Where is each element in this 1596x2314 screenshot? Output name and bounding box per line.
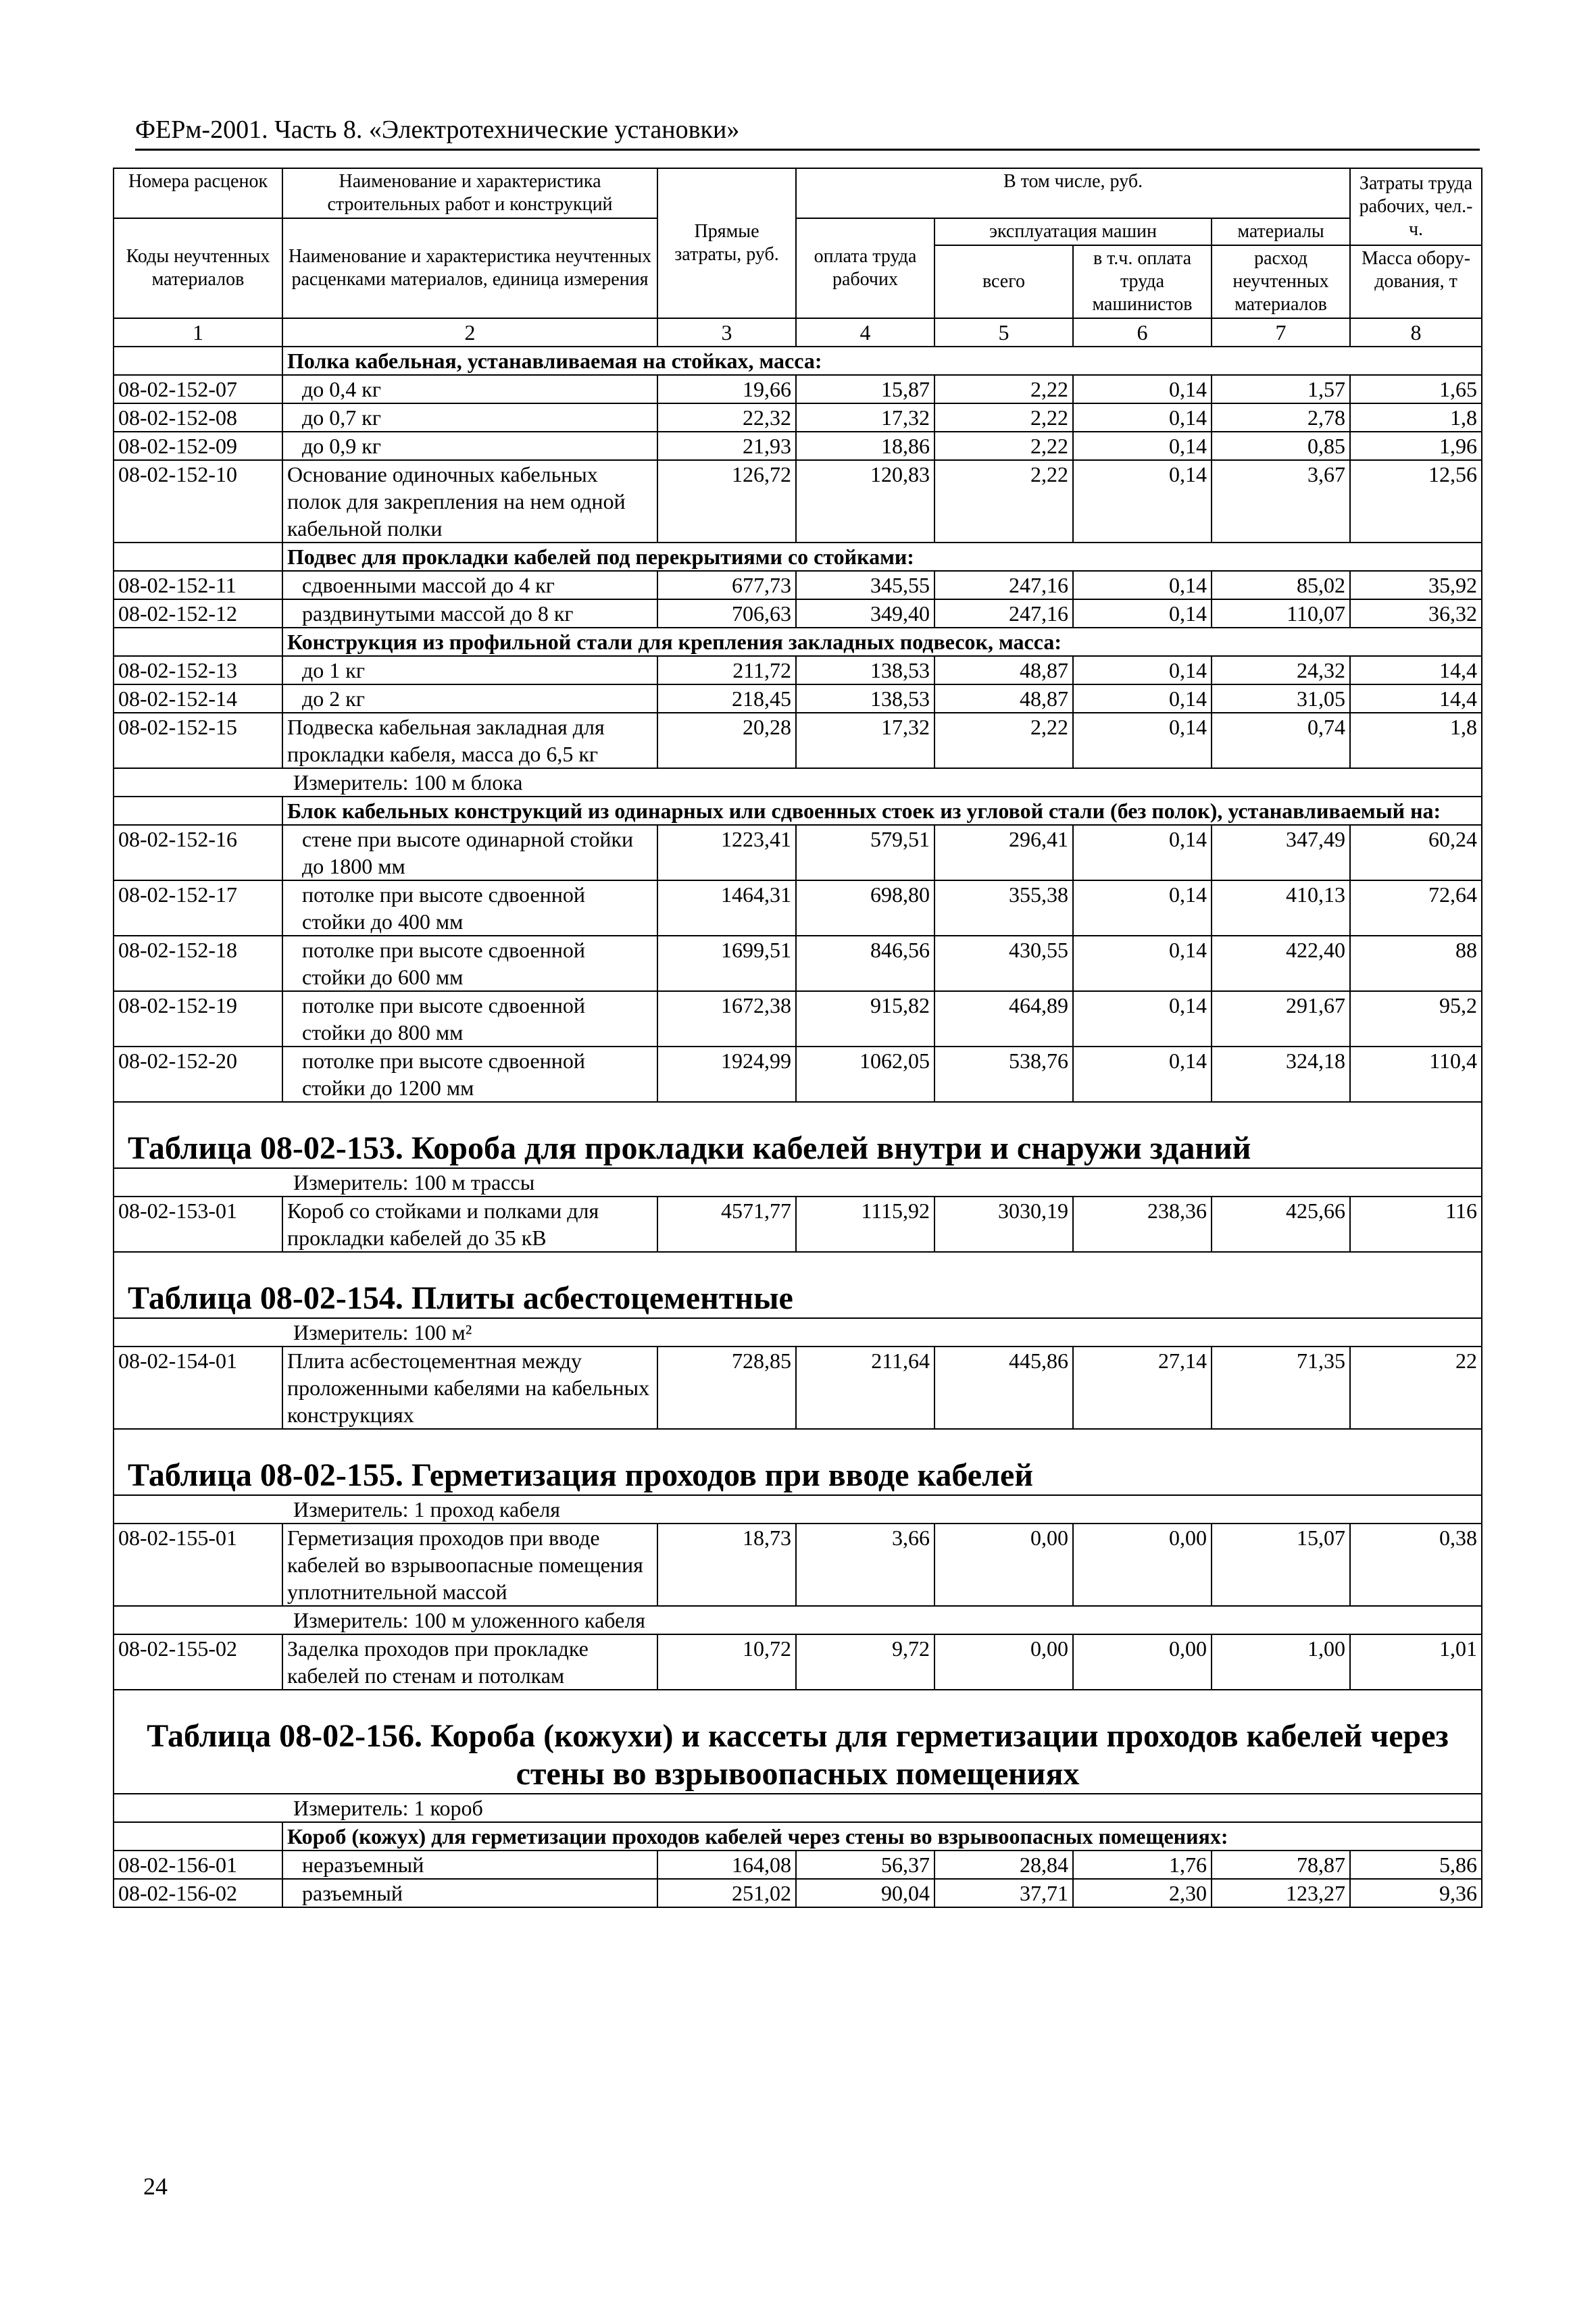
row-name: стене при высоте одинарной стойки до 1800 мм — [282, 825, 657, 880]
header-c5: всего — [934, 245, 1073, 318]
table-row — [114, 460, 1482, 543]
row-value: 0,14 — [1073, 403, 1212, 432]
row-code: 08-02-152-07 — [114, 375, 282, 403]
row-value: 48,87 — [934, 684, 1073, 713]
measure-unit: Измеритель: 1 короб — [114, 1794, 1482, 1822]
row-value: 21,93 — [657, 432, 796, 460]
table-header-row — [114, 168, 1482, 218]
row-code: 08-02-152-08 — [114, 403, 282, 432]
row-code: 08-02-152-16 — [114, 825, 282, 880]
row-code: 08-02-152-14 — [114, 684, 282, 713]
header-c6: в т.ч. оплата труда машинистов — [1073, 245, 1212, 318]
row-value: 677,73 — [657, 571, 796, 599]
table-row — [114, 656, 1482, 684]
measure-unit: Измеритель: 100 м блока — [114, 768, 1482, 797]
row-value: 22 — [1350, 1347, 1482, 1429]
row-value: 247,16 — [934, 599, 1073, 628]
row-value: 430,55 — [934, 936, 1073, 991]
row-value: 85,02 — [1212, 571, 1350, 599]
row-name: до 0,4 кг — [282, 375, 657, 403]
row-value: 422,40 — [1212, 936, 1350, 991]
row-value: 728,85 — [657, 1347, 796, 1429]
table-row — [114, 713, 1482, 768]
table-row — [114, 1634, 1482, 1690]
row-value: 0,14 — [1073, 880, 1212, 936]
row-value: 211,64 — [796, 1347, 934, 1429]
table-row — [114, 936, 1482, 991]
row-value: 324,18 — [1212, 1047, 1350, 1102]
table-row — [114, 1879, 1482, 1907]
row-value: 78,87 — [1212, 1851, 1350, 1879]
row-code: 08-02-156-01 — [114, 1851, 282, 1879]
section-heading: Подвес для прокладки кабелей под перекрытиями со стойками: — [282, 543, 1482, 571]
row-value: 410,13 — [1212, 880, 1350, 936]
row-value: 211,72 — [657, 656, 796, 684]
row-value: 1,00 — [1212, 1634, 1350, 1690]
row-value: 2,22 — [934, 403, 1073, 432]
row-value: 10,72 — [657, 1634, 796, 1690]
row-value: 35,92 — [1350, 571, 1482, 599]
row-value: 0,00 — [934, 1634, 1073, 1690]
row-value: 0,00 — [934, 1524, 1073, 1606]
header-c1b: Коды неучтенных материалов — [114, 218, 282, 318]
section-heading: Короб (кожух) для герметизации проходов кабелей через стены во взрывоопасных помещениях: — [282, 1822, 1482, 1851]
row-value: 15,07 — [1212, 1524, 1350, 1606]
row-value: 218,45 — [657, 684, 796, 713]
row-value: 2,30 — [1073, 1879, 1212, 1907]
row-value: 1115,92 — [796, 1197, 934, 1252]
row-code: 08-02-152-15 — [114, 713, 282, 768]
row-value: 2,22 — [934, 460, 1073, 543]
table-title: Таблица 08-02-155. Герметизация проходов при вводе кабелей — [114, 1429, 1482, 1495]
row-value: 0,00 — [1073, 1524, 1212, 1606]
row-value: 24,32 — [1212, 656, 1350, 684]
row-value: 2,22 — [934, 713, 1073, 768]
row-value: 0,14 — [1073, 713, 1212, 768]
row-value: 116 — [1350, 1197, 1482, 1252]
row-value: 18,86 — [796, 432, 934, 460]
row-value: 247,16 — [934, 571, 1073, 599]
row-value: 22,32 — [657, 403, 796, 432]
row-value: 1223,41 — [657, 825, 796, 880]
measure-unit: Измеритель: 100 м уложенного кабеля — [114, 1606, 1482, 1634]
table-row — [114, 1524, 1482, 1606]
row-value: 48,87 — [934, 656, 1073, 684]
row-value: 355,38 — [934, 880, 1073, 936]
header-c7: расход неучтенных материалов — [1212, 245, 1350, 318]
row-value: 0,14 — [1073, 432, 1212, 460]
row-code: 08-02-152-13 — [114, 656, 282, 684]
col-number: 2 — [282, 318, 657, 347]
row-name: Плита асбестоцементная между проложенными кабелями на кабельных конструкциях — [282, 1347, 657, 1429]
header-c2b: Наименование и характеристика неучтенных расценками материалов, единица измерения — [282, 218, 657, 318]
row-value: 0,00 — [1073, 1634, 1212, 1690]
row-value: 20,28 — [657, 713, 796, 768]
row-name: Подвеска кабельная закладная для прокладки кабеля, масса до 6,5 кг — [282, 713, 657, 768]
table-row — [114, 684, 1482, 713]
row-value: 95,2 — [1350, 991, 1482, 1047]
row-value: 1464,31 — [657, 880, 796, 936]
row-code: 08-02-153-01 — [114, 1197, 282, 1252]
row-value: 14,4 — [1350, 656, 1482, 684]
row-value: 698,80 — [796, 880, 934, 936]
row-value: 846,56 — [796, 936, 934, 991]
row-value: 37,71 — [934, 1879, 1073, 1907]
row-value: 1062,05 — [796, 1047, 934, 1102]
table-title: Таблица 08-02-156. Короба (кожухи) и кассеты для герметизации проходов кабелей через стены во взрывоопасных помещениях — [114, 1690, 1482, 1794]
table-header-row — [114, 218, 1482, 245]
row-value: 19,66 — [657, 375, 796, 403]
row-code: 08-02-152-12 — [114, 599, 282, 628]
row-value: 1924,99 — [657, 1047, 796, 1102]
row-value: 296,41 — [934, 825, 1073, 880]
table-row — [114, 991, 1482, 1047]
row-name: Герметизация проходов при вводе кабелей во взрывоопасные помещения уплотнительной массой — [282, 1524, 657, 1606]
row-value: 0,14 — [1073, 375, 1212, 403]
table-title: Таблица 08-02-153. Короба для прокладки кабелей внутри и снаружи зданий — [114, 1102, 1482, 1168]
row-name: раздвинутыми массой до 8 кг — [282, 599, 657, 628]
row-value: 0,14 — [1073, 825, 1212, 880]
row-value: 0,14 — [1073, 1047, 1212, 1102]
row-value: 31,05 — [1212, 684, 1350, 713]
row-value: 0,85 — [1212, 432, 1350, 460]
row-value: 1,57 — [1212, 375, 1350, 403]
row-value: 72,64 — [1350, 880, 1482, 936]
row-value: 12,56 — [1350, 460, 1482, 543]
row-value: 349,40 — [796, 599, 934, 628]
row-value: 71,35 — [1212, 1347, 1350, 1429]
row-value: 164,08 — [657, 1851, 796, 1879]
row-code: 08-02-152-11 — [114, 571, 282, 599]
row-value: 2,22 — [934, 375, 1073, 403]
row-value: 0,14 — [1073, 460, 1212, 543]
col-number: 4 — [796, 318, 934, 347]
row-value: 0,14 — [1073, 991, 1212, 1047]
row-value: 1672,38 — [657, 991, 796, 1047]
row-value: 291,67 — [1212, 991, 1350, 1047]
table-row — [114, 1851, 1482, 1879]
row-name: потолке при высоте сдвоенной стойки до 1200 мм — [282, 1047, 657, 1102]
row-value: 445,86 — [934, 1347, 1073, 1429]
table-row — [114, 1197, 1482, 1252]
table-row — [114, 403, 1482, 432]
row-value: 0,38 — [1350, 1524, 1482, 1606]
row-value: 0,14 — [1073, 599, 1212, 628]
row-code: 08-02-152-19 — [114, 991, 282, 1047]
row-value: 88 — [1350, 936, 1482, 991]
table-row — [114, 880, 1482, 936]
row-value: 18,73 — [657, 1524, 796, 1606]
col-number: 8 — [1350, 318, 1482, 347]
row-value: 0,14 — [1073, 936, 1212, 991]
header-c4: оплата труда рабочих — [796, 218, 934, 318]
row-code: 08-02-156-02 — [114, 1879, 282, 1907]
row-value: 126,72 — [657, 460, 796, 543]
row-name: разъемный — [282, 1879, 657, 1907]
row-name: потолке при высоте сдвоенной стойки до 800 мм — [282, 991, 657, 1047]
header-c8b: Масса обору-дования, т — [1350, 245, 1482, 318]
row-value: 17,32 — [796, 713, 934, 768]
col-number: 5 — [934, 318, 1073, 347]
row-name: потолке при высоте сдвоенной стойки до 400 мм — [282, 880, 657, 936]
header-c8a: Затраты труда рабочих, чел.-ч. — [1350, 168, 1482, 245]
row-value: 706,63 — [657, 599, 796, 628]
row-value: 0,74 — [1212, 713, 1350, 768]
row-value: 1,65 — [1350, 375, 1482, 403]
table-row — [114, 599, 1482, 628]
measure-unit: Измеритель: 100 м трассы — [114, 1168, 1482, 1197]
row-value: 2,78 — [1212, 403, 1350, 432]
row-name: Основание одиночных кабельных полок для закрепления на нем одной кабельной полки — [282, 460, 657, 543]
row-value: 1,76 — [1073, 1851, 1212, 1879]
page-header: ФЕРм-2001. Часть 8. «Электротехнические установки» — [135, 115, 1480, 151]
row-name: до 2 кг — [282, 684, 657, 713]
row-name: до 1 кг — [282, 656, 657, 684]
row-value: 0,14 — [1073, 571, 1212, 599]
col-number: 3 — [657, 318, 796, 347]
table-row — [114, 432, 1482, 460]
price-table — [113, 168, 1482, 1908]
row-code: 08-02-152-20 — [114, 1047, 282, 1102]
row-value: 345,55 — [796, 571, 934, 599]
row-value: 0,14 — [1073, 684, 1212, 713]
table-row — [114, 1347, 1482, 1429]
row-value: 915,82 — [796, 991, 934, 1047]
row-name: до 0,9 кг — [282, 432, 657, 460]
row-value: 579,51 — [796, 825, 934, 880]
row-value: 123,27 — [1212, 1879, 1350, 1907]
row-value: 56,37 — [796, 1851, 934, 1879]
row-value: 5,86 — [1350, 1851, 1482, 1879]
table-row — [114, 1047, 1482, 1102]
row-value: 3030,19 — [934, 1197, 1073, 1252]
row-value: 425,66 — [1212, 1197, 1350, 1252]
row-value: 110,4 — [1350, 1047, 1482, 1102]
row-code: 08-02-152-17 — [114, 880, 282, 936]
row-value: 14,4 — [1350, 684, 1482, 713]
row-code: 08-02-152-18 — [114, 936, 282, 991]
col-number: 7 — [1212, 318, 1350, 347]
table-title: Таблица 08-02-154. Плиты асбестоцементные — [114, 1252, 1482, 1318]
row-value: 90,04 — [796, 1879, 934, 1907]
page-number: 24 — [143, 2173, 168, 2200]
row-value: 2,22 — [934, 432, 1073, 460]
row-value: 4571,77 — [657, 1197, 796, 1252]
row-value: 15,87 — [796, 375, 934, 403]
row-name: до 0,7 кг — [282, 403, 657, 432]
row-value: 120,83 — [796, 460, 934, 543]
header-incl: В том числе, руб. — [796, 168, 1350, 218]
row-value: 1,01 — [1350, 1634, 1482, 1690]
row-value: 17,32 — [796, 403, 934, 432]
section-heading: Блок кабельных конструкций из одинарных или сдвоенных стоек из угловой стали (без полок), устанавливаемый на: — [282, 797, 1482, 825]
row-code: 08-02-155-02 — [114, 1634, 282, 1690]
header-c3: Прямые затраты, руб. — [657, 168, 796, 318]
table-row — [114, 571, 1482, 599]
row-value: 138,53 — [796, 656, 934, 684]
col-number: 1 — [114, 318, 282, 347]
section-heading: Полка кабельная, устанавливаемая на стойках, масса: — [282, 347, 1482, 375]
column-number-row — [114, 318, 1482, 347]
row-value: 28,84 — [934, 1851, 1073, 1879]
row-value: 0,14 — [1073, 656, 1212, 684]
row-value: 251,02 — [657, 1879, 796, 1907]
row-value: 60,24 — [1350, 825, 1482, 880]
row-value: 138,53 — [796, 684, 934, 713]
row-value: 538,76 — [934, 1047, 1073, 1102]
section-heading: Конструкция из профильной стали для крепления закладных подвесок, масса: — [282, 628, 1482, 656]
row-value: 36,32 — [1350, 599, 1482, 628]
row-code: 08-02-152-09 — [114, 432, 282, 460]
row-name: сдвоенными массой до 4 кг — [282, 571, 657, 599]
row-value: 3,66 — [796, 1524, 934, 1606]
row-value: 238,36 — [1073, 1197, 1212, 1252]
header-mat: материалы — [1212, 218, 1350, 245]
row-name: потолке при высоте сдвоенной стойки до 600 мм — [282, 936, 657, 991]
row-value: 9,72 — [796, 1634, 934, 1690]
row-value: 27,14 — [1073, 1347, 1212, 1429]
row-value: 110,07 — [1212, 599, 1350, 628]
row-value: 1,96 — [1350, 432, 1482, 460]
row-value: 1,8 — [1350, 713, 1482, 768]
header-c1a: Номера расценок — [114, 168, 282, 218]
row-value: 1,8 — [1350, 403, 1482, 432]
row-code: 08-02-155-01 — [114, 1524, 282, 1606]
row-value: 9,36 — [1350, 1879, 1482, 1907]
row-name: неразъемный — [282, 1851, 657, 1879]
measure-unit: Измеритель: 1 проход кабеля — [114, 1495, 1482, 1524]
row-name: Короб со стойками и полками для прокладки кабелей до 35 кВ — [282, 1197, 657, 1252]
header-c2a: Наименование и характеристика строительных работ и конструкций — [282, 168, 657, 218]
col-number: 6 — [1073, 318, 1212, 347]
measure-unit: Измеритель: 100 м² — [114, 1318, 1482, 1347]
row-value: 3,67 — [1212, 460, 1350, 543]
row-code: 08-02-154-01 — [114, 1347, 282, 1429]
row-code: 08-02-152-10 — [114, 460, 282, 543]
row-value: 464,89 — [934, 991, 1073, 1047]
header-expl: эксплуатация машин — [934, 218, 1212, 245]
table-row — [114, 825, 1482, 880]
row-value: 1699,51 — [657, 936, 796, 991]
table-row — [114, 375, 1482, 403]
row-name: Заделка проходов при прокладке кабелей по стенам и потолкам — [282, 1634, 657, 1690]
row-value: 347,49 — [1212, 825, 1350, 880]
